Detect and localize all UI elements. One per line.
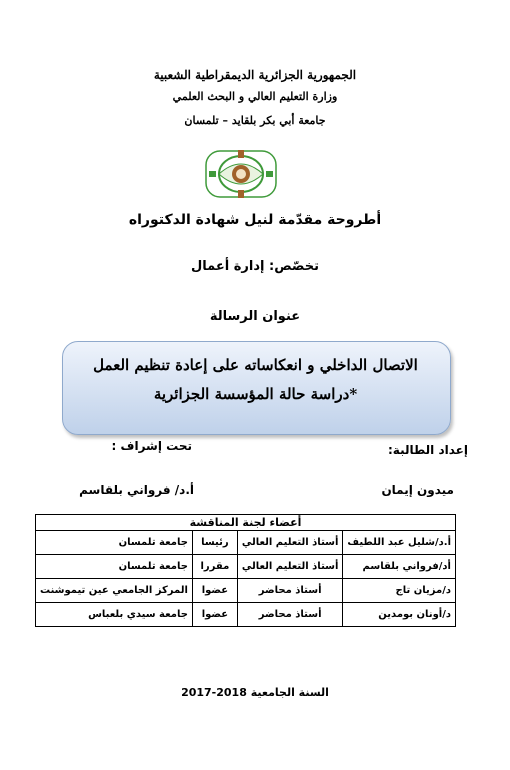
header-ministry: وزارة التعليم العالي و البحث العلمي	[172, 90, 338, 103]
committee-table	[35, 514, 456, 627]
committee-heading: أعضاء لجنة المناقشة	[36, 515, 456, 531]
member-name: أ.د/شليل عبد اللطيف	[343, 531, 456, 555]
header-university: جامعة أبي بكر بلقايد – تلمسان	[184, 114, 326, 127]
member-role: مقررا	[192, 555, 237, 579]
table-row	[36, 603, 456, 627]
member-rank: أستاذ محاضر	[237, 603, 343, 627]
thesis-title-line-2: *دراسة حالة المؤسسة الجزائرية	[153, 385, 358, 403]
member-rank: أستاذ التعليم العالي	[237, 555, 343, 579]
member-institution: جامعة تلمسان	[36, 555, 193, 579]
member-institution: جامعة سيدي بلعباس	[36, 603, 193, 627]
member-role: رئيسا	[192, 531, 237, 555]
academic-year-label: السنة الجامعية	[250, 686, 329, 699]
member-rank: أستاذ محاضر	[237, 579, 343, 603]
degree-title: أطروحة مقدّمة لنيل شهادة الدكتوراه	[128, 212, 382, 228]
academic-year-value: 2017-2018	[181, 686, 247, 699]
university-emblem-icon	[205, 148, 277, 200]
table-row	[36, 531, 456, 555]
member-institution: جامعة تلمسان	[36, 531, 193, 555]
supervisor-label: تحت إشراف :	[111, 439, 192, 453]
specialty: تخصّص: إدارة أعمال	[190, 259, 319, 274]
title-heading: عنوان الرسالة	[209, 309, 301, 324]
member-institution: المركز الجامعي عين تيموشنت	[36, 579, 193, 603]
committee-heading-row	[36, 515, 456, 531]
member-name: أد/فرواني بلقاسم	[343, 555, 456, 579]
table-row	[36, 555, 456, 579]
student-label: إعداد الطالبة:	[388, 443, 468, 457]
supervisor-name: أ.د/ فرواني بلقاسم	[79, 483, 194, 497]
member-role: عضوا	[192, 603, 237, 627]
student-name: ميدون إيمان	[381, 483, 454, 497]
academic-year	[0, 686, 510, 699]
member-role: عضوا	[192, 579, 237, 603]
table-row	[36, 579, 456, 603]
member-name: د/مزيان تاج	[343, 579, 456, 603]
header-republic: الجمهورية الجزائرية الديمقراطية الشعبية	[153, 68, 357, 82]
member-name: د/أونان بومدين	[343, 603, 456, 627]
thesis-title-line-1: الاتصال الداخلي و انعكاساته على إعادة تنظيم العمل	[93, 356, 418, 374]
member-rank: أستاذ التعليم العالي	[237, 531, 343, 555]
